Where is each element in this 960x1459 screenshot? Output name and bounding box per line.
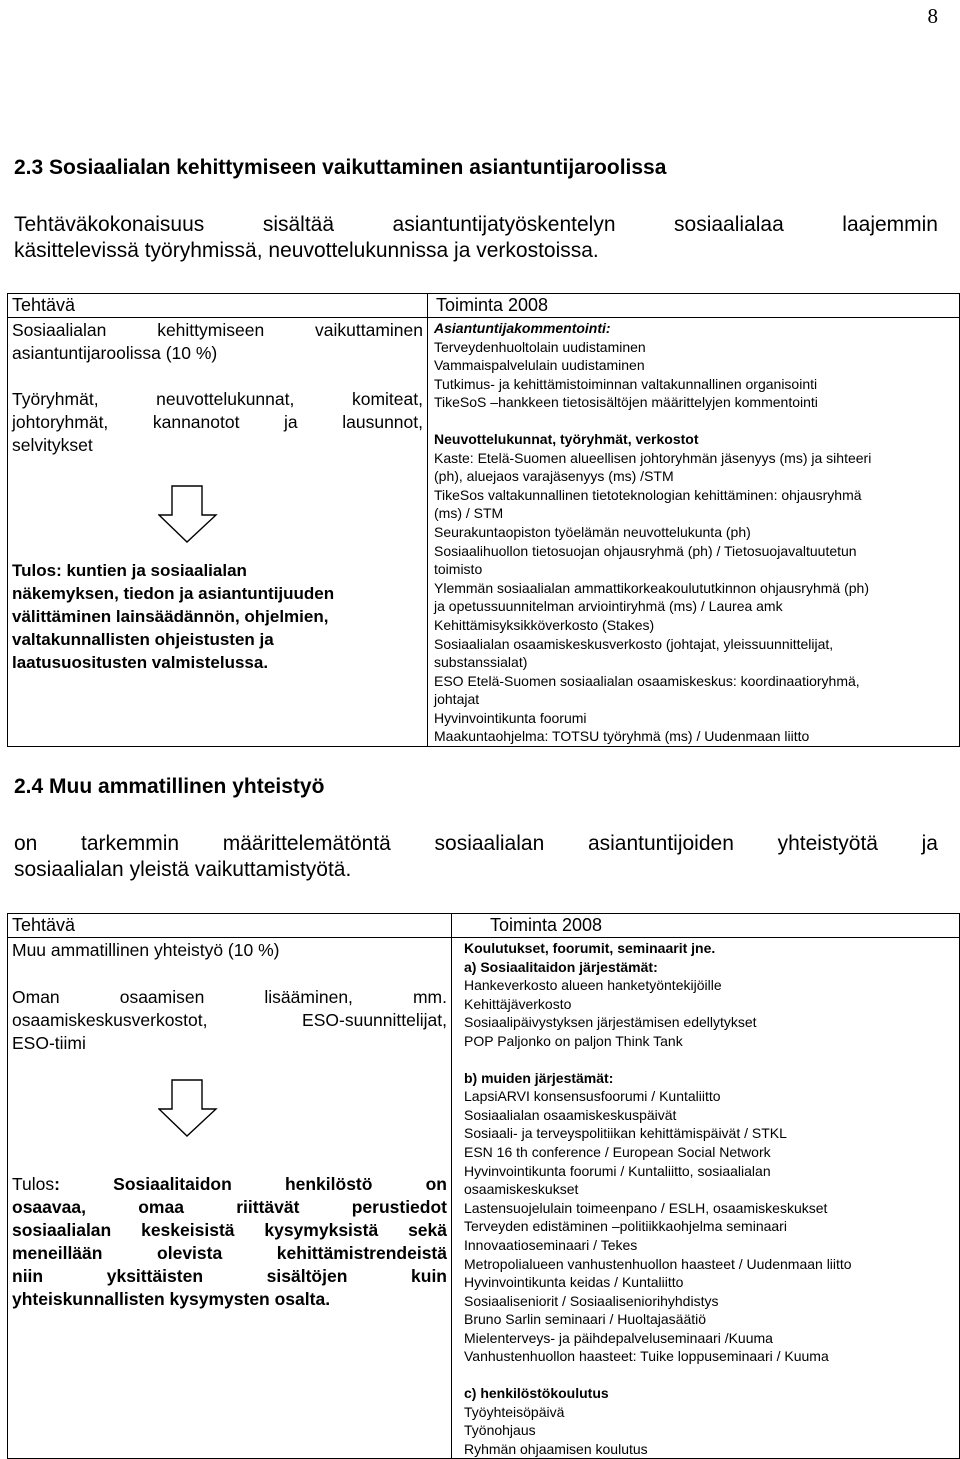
- list-item: Innovaatioseminaari / Tekes: [464, 1236, 638, 1253]
- list-item: Vammaispalvelulain uudistaminen: [434, 357, 645, 374]
- list-item: (ms) / STM: [434, 505, 504, 522]
- list-item: Työnohjaus: [464, 1422, 536, 1439]
- task-description: Oman osaamisen lisääminen, mm. osaamiskeskusverkostot, ESO-suunnittelijat, ESO-tiimi: [12, 987, 447, 1053]
- groups-heading: Neuvottelukunnat, työryhmät, verkostot: [434, 430, 699, 447]
- list-item: Hankeverkosto alueen hanketyöntekijöille: [464, 977, 722, 994]
- list-item: Maakuntaohjelma: TOTSU työryhmä (ms) / Uudenmaan liitto: [434, 728, 810, 745]
- intro-line: käsittelevissä työryhmissä, neuvottelukunnissa ja verkostoissa.: [14, 239, 599, 262]
- list-item: substanssialat): [434, 654, 528, 671]
- list-item: Bruno Sarlin seminaari / Huoltajasäätiö: [464, 1311, 707, 1328]
- down-arrow-icon: [158, 485, 218, 545]
- c-list: [464, 1403, 955, 1459]
- list-item: toimisto: [434, 561, 483, 578]
- list-item: Sosiaalipäivystyksen järjestämisen edellytykset: [464, 1014, 757, 1031]
- task-result: Tulos: kuntien ja sosiaalialan näkemyksen, tiedon ja asiantuntijuuden välittäminen lainsäädännön, ohjelmien, valtakunnallisten ohjeistusten ja laatusuositusten valmistelussa.: [12, 561, 335, 672]
- list-item: Ryhmän ohjaamisen koulutus: [464, 1440, 648, 1457]
- task-result: Tulos: Sosiaalitaidon henkilöstö on osaavaa, omaa riittävät perustiedot sosiaalialan keskeisistä kysymyksistä sekä meneillään olevista kehittämistrendeistä niin yksittäisten sisältöjen kuin yhteiskunnallisten kysymysten osalta.: [12, 1174, 447, 1309]
- list-item: Hyvinvointikunta keidas / Kuntaliitto: [464, 1274, 684, 1291]
- page-number: 8: [927, 4, 938, 28]
- list-item: ja opetussuunnitelman arviointiryhmä (ms) / Laurea amk: [434, 598, 783, 615]
- activity-cell: [428, 318, 960, 747]
- list-item: Sosiaalialan osaamiskeskuspäivät: [464, 1106, 677, 1123]
- c-heading: c) henkilöstökoulutus: [464, 1385, 609, 1402]
- groups-list: [434, 449, 955, 747]
- list-item: TikeSos valtakunnallinen tietoteknologian kehittäminen: ohjausryhmä: [434, 486, 862, 503]
- list-item: ESO Etelä-Suomen sosiaalialan osaamiskeskus: koordinaatioryhmä,: [434, 672, 860, 689]
- section-heading-2-4: 2.4 Muu ammatillinen yhteistyö: [14, 775, 325, 798]
- expert-list: [434, 338, 955, 412]
- list-item: Terveydenhuoltolain uudistaminen: [434, 338, 646, 355]
- list-item: Sosiaaliseniorit / Sosiaaliseniorihyhdistys: [464, 1292, 719, 1309]
- list-item: Seurakuntaopiston työelämän neuvottelukunta (ph): [434, 523, 751, 540]
- list-item: johtajat: [434, 691, 480, 708]
- list-item: Kaste: Etelä-Suomen alueellisen johtoryhmän jäsenyys (ms) ja sihteeri: [434, 449, 872, 466]
- a-list: [464, 976, 955, 1050]
- column-header-task: Tehtävä: [8, 294, 428, 318]
- list-item: Ylemmän sosiaalialan ammattikorkeakoulututkinnon ohjausryhmä (ph): [434, 579, 869, 596]
- b-heading: b) muiden järjestämät:: [464, 1069, 614, 1086]
- intro-line: on tarkemmin määrittelemätöntä sosiaalialan asiantuntijoiden yhteistyötä ja: [14, 832, 938, 855]
- a-heading: a) Sosiaalitaidon järjestämät:: [464, 958, 658, 975]
- list-item: ESN 16 th conference / European Social Network: [464, 1143, 771, 1160]
- section-intro-2-4: [14, 831, 938, 883]
- list-item: Mielenterveys- ja päihdepalveluseminaari /Kuuma: [464, 1329, 773, 1346]
- list-item: Lastensuojelulain toimeenpano / ESLH, osaamiskeskukset: [464, 1199, 828, 1216]
- list-item: Terveyden edistäminen –politiikkaohjelma seminaari: [464, 1218, 787, 1235]
- activity-table-2-4: [7, 913, 960, 1459]
- list-item: (ph), aluejaos varajäsenyys (ms) /STM: [434, 468, 674, 485]
- list-item: Metropolialueen vanhustenhuollon haasteet / Uudenmaan liitto: [464, 1255, 852, 1272]
- task-title: asiantuntijaroolissa (10 %): [12, 343, 218, 363]
- list-item: LapsiARVI konsensusfoorumi / Kuntaliitto: [464, 1088, 721, 1105]
- events-heading: Koulutukset, foorumit, seminaarit jne.: [464, 940, 716, 956]
- list-item: Hyvinvointikunta foorumi / Kuntaliitto, sosiaalialan: [464, 1162, 771, 1179]
- expert-heading: Asiantuntijakommentointi:: [434, 320, 611, 336]
- task-cell: [8, 318, 428, 747]
- list-item: Sosiaalialan osaamiskeskusverkosto (johtajat, yleissuunnittelijat,: [434, 635, 834, 652]
- intro-line: Tehtäväkokonaisuus sisältää asiantuntijatyöskentelyn sosiaalialaa laajemmin: [14, 213, 938, 236]
- list-item: TikeSoS –hankkeen tietosisältöjen määrittelyjen kommentointi: [434, 394, 818, 411]
- down-arrow-icon: [158, 1079, 218, 1139]
- column-header-task: Tehtävä: [8, 914, 452, 938]
- list-item: POP Paljonko on paljon Think Tank: [464, 1032, 683, 1049]
- list-item: Hyvinvointikunta foorumi: [434, 709, 587, 726]
- activity-cell: [452, 938, 960, 1459]
- task-title: Muu ammatillinen yhteistyö (10 %): [12, 940, 280, 960]
- section-intro-2-3: [14, 212, 938, 264]
- intro-line: sosiaalialan yleistä vaikuttamistyötä.: [14, 858, 352, 881]
- task-title: Sosiaalialan kehittymiseen vaikuttaminen: [12, 320, 423, 340]
- list-item: Työyhteisöpäivä: [464, 1403, 565, 1420]
- b-list: [464, 1087, 955, 1366]
- list-item: osaamiskeskukset: [464, 1181, 579, 1198]
- list-item: Sosiaali- ja terveyspolitiikan kehittämispäivät / STKL: [464, 1125, 787, 1142]
- list-item: Kehittämisyksikköverkosto (Stakes): [434, 616, 655, 633]
- column-header-activity: Toiminta 2008: [428, 294, 960, 318]
- list-item: Kehittäjäverkosto: [464, 995, 572, 1012]
- list-item: Sosiaalihuollon tietosuojan ohjausryhmä (ph) / Tietosuojavaltuutetun: [434, 542, 857, 559]
- activity-table-2-3: [7, 293, 960, 747]
- list-item: Tutkimus- ja kehittämistoiminnan valtakunnallinen organisointi: [434, 375, 818, 392]
- task-description: Työryhmät, neuvottelukunnat, komiteat, johtoryhmät, kannanotot ja lausunnot, selvitykset: [12, 389, 423, 455]
- section-heading-2-3: 2.3 Sosiaalialan kehittymiseen vaikuttaminen asiantuntijaroolissa: [14, 156, 667, 179]
- column-header-activity: Toiminta 2008: [452, 914, 960, 938]
- task-cell: [8, 938, 452, 1459]
- list-item: Vanhustenhuollon haasteet: Tuike loppuseminaari / Kuuma: [464, 1348, 829, 1365]
